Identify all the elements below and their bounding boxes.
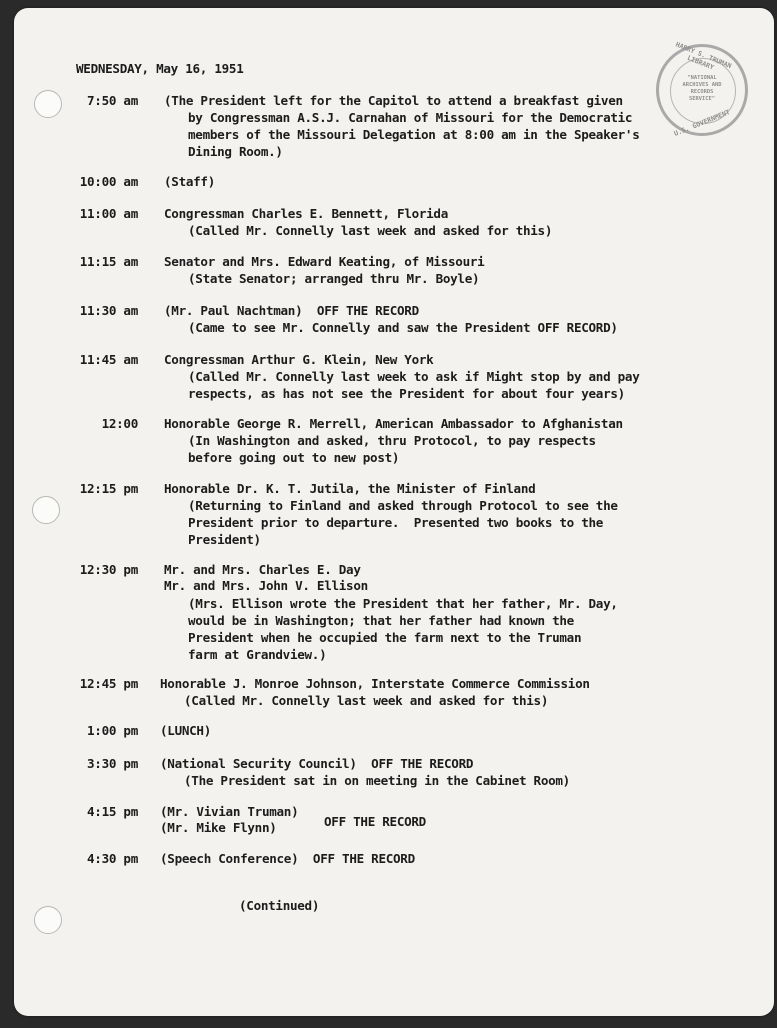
- entry-time: 1:00 pm: [87, 723, 138, 738]
- entry-line: Mr. and Mrs. Charles E. Day: [164, 562, 361, 577]
- entry-line: (Came to see Mr. Connelly and saw the President OFF RECORD): [188, 320, 618, 335]
- entry-line: Congressman Arthur G. Klein, New York: [164, 352, 434, 367]
- entry-line: respects, as has not see the President for about four years): [188, 386, 625, 401]
- entry-line: farm at Grandview.): [188, 647, 327, 662]
- entry-line: (In Washington and asked, thru Protocol, to pay respects: [188, 433, 596, 448]
- entry-line: (Called Mr. Connelly last week and asked for this): [184, 693, 549, 708]
- off-record-label: OFF THE RECORD: [324, 814, 426, 829]
- entry-time: 11:45 am: [79, 352, 138, 367]
- entry-time: 11:15 am: [79, 254, 138, 269]
- library-stamp: HARRY S. TRUMAN LIBRARY "NATIONAL ARCHIVES AND RECORDS SERVICE" U.S. GOVERNMENT: [656, 44, 748, 136]
- entry-line: President): [188, 532, 261, 547]
- entry-line: members of the Missouri Delegation at 8:00 am in the Speaker's: [188, 127, 640, 142]
- entry-time: 4:30 pm: [87, 851, 138, 866]
- entry-time: 10:00 am: [79, 174, 138, 189]
- entry-time: 4:15 pm: [87, 804, 138, 819]
- entry-time: 7:50 am: [87, 93, 138, 108]
- entry-line: Senator and Mrs. Edward Keating, of Missouri: [164, 254, 485, 269]
- entry-line: Dining Room.): [188, 144, 283, 159]
- entry-line: Mr. and Mrs. John V. Ellison: [164, 578, 368, 593]
- entry-time: 3:30 pm: [87, 756, 138, 771]
- entry-line: (Staff): [164, 174, 215, 189]
- entry-time: 12:45 pm: [79, 676, 138, 691]
- entry-line: (National Security Council) OFF THE RECORD: [160, 756, 474, 771]
- entry-line: (Called Mr. Connelly last week to ask if Might stop by and pay: [188, 369, 640, 384]
- entry-line: President when he occupied the farm next to the Truman: [188, 630, 582, 645]
- entry-line: (Mrs. Ellison wrote the President that her father, Mr. Day,: [188, 596, 618, 611]
- entry-time: 12:00: [101, 416, 138, 431]
- entry-line: Congressman Charles E. Bennett, Florida: [164, 206, 449, 221]
- entry-line: (Called Mr. Connelly last week and asked for this): [188, 223, 553, 238]
- entry-line: by Congressman A.S.J. Carnahan of Missouri for the Democratic: [188, 110, 633, 125]
- entry-line: Honorable George R. Merrell, American Ambassador to Afghanistan: [164, 416, 623, 431]
- entry-time: 11:00 am: [79, 206, 138, 221]
- entry-line: Honorable J. Monroe Johnson, Interstate Commerce Commission: [160, 676, 590, 691]
- entry-line: (Mr. Mike Flynn): [160, 820, 277, 835]
- entry-line: before going out to new post): [188, 450, 400, 465]
- entry-line: (The President sat in on meeting in the Cabinet Room): [184, 773, 570, 788]
- entry-line: (Returning to Finland and asked through Protocol to see the: [188, 498, 618, 513]
- page-title: WEDNESDAY, May 16, 1951: [76, 61, 244, 76]
- entry-time: 12:15 pm: [79, 481, 138, 496]
- entry-line: would be in Washington; that her father had known the: [188, 613, 574, 628]
- entry-line: (The President left for the Capitol to attend a breakfast given: [164, 93, 623, 108]
- entry-line: (State Senator; arranged thru Mr. Boyle): [188, 271, 480, 286]
- entry-time: 12:30 pm: [79, 562, 138, 577]
- entry-time: 11:30 am: [79, 303, 138, 318]
- entry-line: President prior to departure. Presented two books to the: [188, 515, 604, 530]
- entry-line: Honorable Dr. K. T. Jutila, the Minister of Finland: [164, 481, 536, 496]
- continued-note: (Continued): [239, 898, 320, 913]
- entry-line: (Mr. Vivian Truman): [160, 804, 299, 819]
- entry-line: (LUNCH): [160, 723, 211, 738]
- entry-line: (Mr. Paul Nachtman) OFF THE RECORD: [164, 303, 419, 318]
- entry-line: (Speech Conference) OFF THE RECORD: [160, 851, 415, 866]
